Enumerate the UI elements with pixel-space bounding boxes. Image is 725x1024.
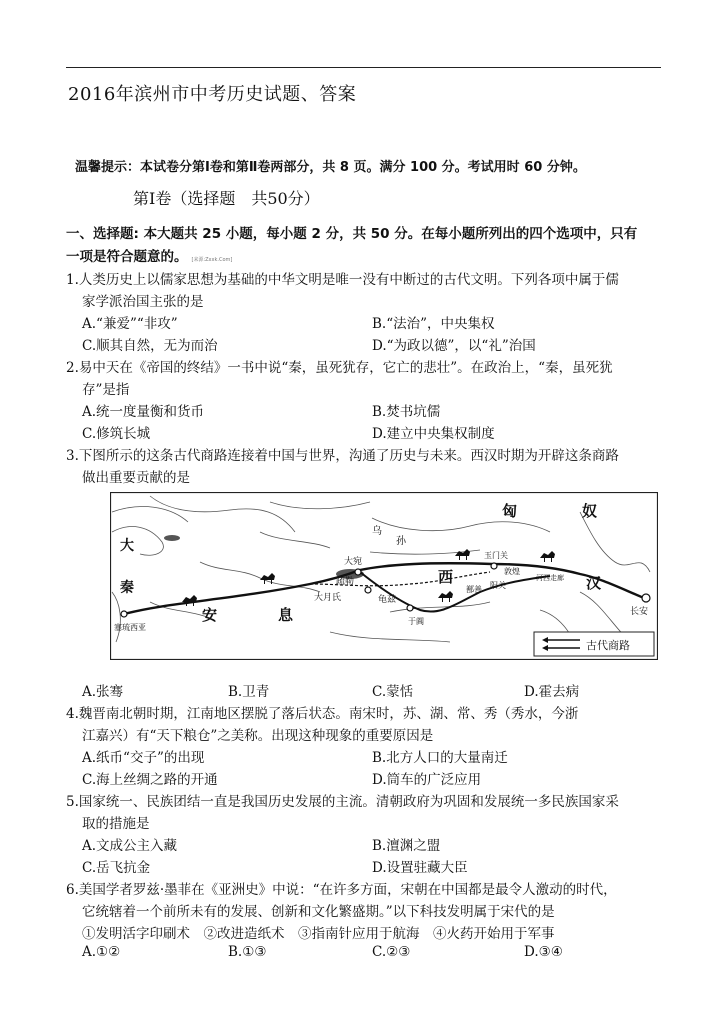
label-xiongnu-1: 匈 xyxy=(502,502,518,520)
q5-stem-line2: 取的措施是 xyxy=(82,816,150,832)
q5-option-b[interactable]: B.澶渊之盟 xyxy=(372,838,441,854)
map-legend xyxy=(534,632,654,656)
q2-option-d[interactable]: D.建立中央集权制度 xyxy=(372,426,495,442)
q6-option-b[interactable]: B.①③ xyxy=(228,944,267,960)
section-intro-line1: 一、选择题: 本大题共 25 小题，每小题 2 分，共 50 分。在每小题所列出的四个选项中，只有 xyxy=(66,226,638,242)
part-heading: 第Ⅰ卷（选择题 共50分） xyxy=(133,189,320,208)
label-changan: 长安 xyxy=(630,607,649,617)
city-dot-dunhuang xyxy=(491,563,497,569)
q3-option-a[interactable]: A.张骞 xyxy=(82,684,124,700)
label-hexi: 河西走廊 xyxy=(536,574,564,582)
section-intro-text: 一项是符合题意的。 xyxy=(66,249,188,265)
city-dot-yutian xyxy=(407,605,413,611)
label-anxi-2: 息 xyxy=(278,606,294,624)
label-wusun-1: 乌 xyxy=(372,526,382,537)
q1-stem-line2: 家学派治国主张的是 xyxy=(82,294,204,310)
q6-option-d[interactable]: D.③④ xyxy=(524,944,563,960)
q5-option-c[interactable]: C.岳飞抗金 xyxy=(82,860,151,876)
q3-option-b[interactable]: B.卫青 xyxy=(228,684,270,700)
watermark-source: [来源:Zxxk.Com] xyxy=(191,257,233,263)
q3-option-c[interactable]: C.蒙恬 xyxy=(372,684,414,700)
label-dunhuang: 敦煌 xyxy=(504,567,520,576)
q5-stem-line1: 5.国家统一、民族团结一直是我国历史发展的主流。清朝政府为巩固和发展统一多民族国家采 xyxy=(66,794,619,810)
q4-option-d[interactable]: D.筒车的广泛应用 xyxy=(372,772,482,788)
label-shule: 疏勒 xyxy=(336,577,355,587)
top-rule xyxy=(66,67,661,68)
q6-option-a[interactable]: A.①② xyxy=(82,944,121,960)
q1-option-c[interactable]: C.顺其自然，无为而治 xyxy=(82,338,218,354)
city-dot-changan xyxy=(642,594,650,602)
section-intro-line2 xyxy=(66,245,232,265)
label-xiongnu-2: 奴 xyxy=(582,502,598,520)
label-daqin-1: 大 xyxy=(120,538,134,554)
label-wusun-2: 孙 xyxy=(396,536,406,547)
q4-option-a[interactable]: A.纸币“交子”的出现 xyxy=(82,750,205,766)
q3-option-d[interactable]: D.霍去病 xyxy=(524,684,580,700)
label-shanshan: 鄯善 xyxy=(466,585,482,594)
q6-stem-line3: ①发明活字印刷术 ②改进造纸术 ③指南针应用于航海 ④火药开始用于军事 xyxy=(82,926,555,942)
q4-option-c[interactable]: C.海上丝绸之路的开通 xyxy=(82,772,218,788)
label-syria: 塞琉西亚 xyxy=(114,623,146,632)
q1-option-b[interactable]: B.“法治”，中央集权 xyxy=(372,316,495,332)
label-qiuci: 龟兹 xyxy=(378,595,397,605)
doc-title: 2016年滨州市中考历史试题、答案 xyxy=(68,84,357,105)
legend-label: 古代商路 xyxy=(586,639,630,652)
label-dayuan: 大宛 xyxy=(344,557,363,567)
label-yumenguan: 玉门关 xyxy=(484,551,508,560)
q6-stem-line1: 6.美国学者罗兹·墨菲在《亚洲史》中说：“在许多方面，宋朝在中国都是最令人激动的时代， xyxy=(66,882,617,898)
q5-option-d[interactable]: D.设置驻藏大臣 xyxy=(372,860,468,876)
silk-road-map xyxy=(110,492,658,660)
label-yuezhi: 大月氏 xyxy=(314,593,342,603)
q1-stem-line1: 1.人类历史上以儒家思想为基础的中华文明是唯一没有中断过的古代文明。下列各项中属于儒 xyxy=(66,272,619,288)
q3-stem-line1: 3.下图所示的这条古代商路连接着中国与世界，沟通了历史与未来。西汉时期为开辟这条商路 xyxy=(66,448,619,464)
label-yangguan: 阳关 xyxy=(490,581,506,590)
q6-stem-line2: 它统辖着一个前所未有的发展、创新和文化繁盛期。”以下科技发明属于宋代的是 xyxy=(82,904,555,920)
q4-stem-line2: 江嘉兴）有“天下粮仓”之美称。出现这种现象的重要原因是 xyxy=(82,728,434,744)
label-xi: 西 xyxy=(438,568,454,586)
city-dot-dayuan xyxy=(355,569,361,575)
q5-option-a[interactable]: A.文成公主入藏 xyxy=(82,838,178,854)
q2-stem-line1: 2.易中天在《帝国的终结》一书中说“秦，虽死犹存，它亡的悲壮”。在政治上，“秦，虽死犹 xyxy=(66,360,613,376)
q4-option-b[interactable]: B.北方人口的大量南迁 xyxy=(372,750,508,766)
q2-option-a[interactable]: A.统一度量衡和货币 xyxy=(82,404,205,420)
q6-option-c[interactable]: C.②③ xyxy=(372,944,411,960)
city-dot-syria xyxy=(121,611,127,617)
q1-option-a[interactable]: A.“兼爱”“非攻” xyxy=(82,316,178,332)
q2-option-c[interactable]: C.修筑长城 xyxy=(82,426,151,442)
q1-option-d[interactable]: D.“为政以德”，以“礼”治国 xyxy=(372,338,536,354)
label-han: 汉 xyxy=(586,574,602,592)
q2-option-b[interactable]: B.焚书坑儒 xyxy=(372,404,441,420)
label-daqin-2: 秦 xyxy=(120,580,134,596)
exam-tip: 温馨提示：本试卷分第Ⅰ卷和第Ⅱ卷两部分，共 8 页。满分 100 分。考试用时 60 分钟。 xyxy=(75,160,586,175)
label-yutian: 于阗 xyxy=(408,617,424,626)
q2-stem-line2: 存”是指 xyxy=(82,382,130,398)
q4-stem-line1: 4.魏晋南北朝时期，江南地区摆脱了落后状态。南宋时，苏、湖、常、秀（秀水，今浙 xyxy=(66,706,579,722)
city-dot-shule xyxy=(365,587,371,593)
label-anxi-1: 安 xyxy=(202,606,218,624)
q3-stem-line2: 做出重要贡献的是 xyxy=(82,470,190,486)
